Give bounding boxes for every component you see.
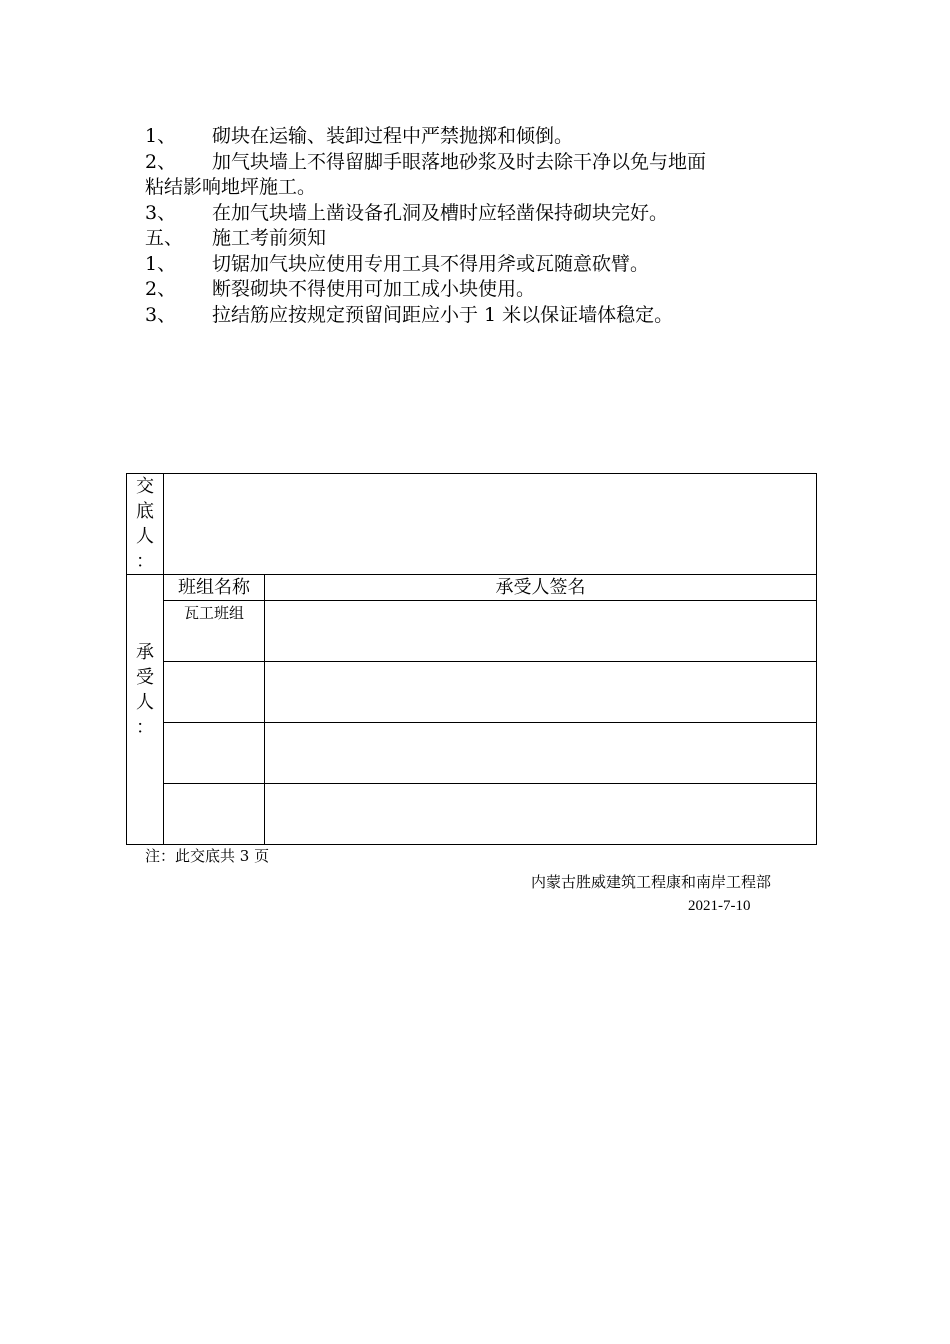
- list-item: [145, 201, 825, 227]
- chengshou-label-cell: [127, 575, 164, 845]
- table-row: [127, 601, 817, 662]
- list-item: [145, 150, 825, 176]
- signature-field[interactable]: [265, 662, 817, 723]
- table-row: [127, 662, 817, 723]
- header-group-name: 班组名称: [164, 575, 265, 601]
- page-note: 注：此交底共 3 页: [145, 847, 270, 865]
- group-name-cell[interactable]: [164, 784, 265, 845]
- company-name: 内蒙古胜威建筑工程康和南岸工程部: [531, 873, 772, 891]
- document-date: 2021-7-10: [688, 898, 751, 914]
- item-text: 在加气块墙上凿设备孔洞及槽时应轻凿保持砌块完好。: [212, 201, 669, 224]
- section-title: 施工考前须知: [212, 227, 327, 249]
- item-number: 3、: [145, 303, 177, 326]
- signature-table: [126, 473, 817, 845]
- label-char: 人: [136, 526, 154, 547]
- item-number: 2、: [145, 278, 177, 300]
- label-char: 交: [136, 476, 154, 497]
- label-char: 底: [136, 501, 154, 522]
- list-item: [145, 124, 825, 150]
- label-char: 承: [136, 641, 154, 663]
- list-item: [145, 277, 825, 303]
- jiaodi-label-cell: [127, 474, 164, 575]
- label-char: ：: [136, 716, 154, 738]
- group-name-cell[interactable]: [164, 723, 265, 784]
- instruction-list: [145, 124, 825, 328]
- item-text: 砌块在运输、装卸过程中严禁抛掷和倾倒。: [212, 125, 574, 147]
- signature-field[interactable]: [265, 784, 817, 845]
- label-char: 人: [136, 691, 154, 713]
- section-heading: [145, 226, 825, 252]
- table-row: [127, 723, 817, 784]
- header-signature: 承受人签名: [265, 575, 817, 601]
- label-char: ：: [136, 551, 154, 572]
- item-text-continuation: 粘结影响地坪施工。: [145, 176, 317, 198]
- item-number: 2、: [145, 150, 177, 173]
- jiaodi-signature-field[interactable]: [164, 474, 817, 575]
- item-text: 断裂砌块不得使用可加工成小块使用。: [212, 278, 536, 300]
- item-number: 1、: [145, 252, 177, 275]
- list-item: [145, 303, 825, 329]
- list-item: [145, 252, 825, 278]
- table-header-row: [127, 575, 817, 601]
- group-name-cell[interactable]: [164, 662, 265, 723]
- signature-field[interactable]: [265, 723, 817, 784]
- group-name-cell: 瓦工班组: [164, 601, 265, 662]
- signature-field[interactable]: [265, 601, 817, 662]
- item-text: 切锯加气块应使用专用工具不得用斧或瓦随意砍臂。: [212, 252, 650, 275]
- item-number: 3、: [145, 201, 177, 224]
- label-char: 受: [136, 666, 154, 688]
- item-text: 拉结筋应按规定预留间距应小于 1 米以保证墙体稳定。: [212, 303, 674, 326]
- table-row: [127, 784, 817, 845]
- section-number: 五、: [145, 227, 184, 249]
- item-number: 1、: [145, 125, 177, 147]
- item-text: 加气块墙上不得留脚手眼落地砂浆及时去除干净以免与地面: [212, 150, 707, 173]
- table-row: [127, 474, 817, 575]
